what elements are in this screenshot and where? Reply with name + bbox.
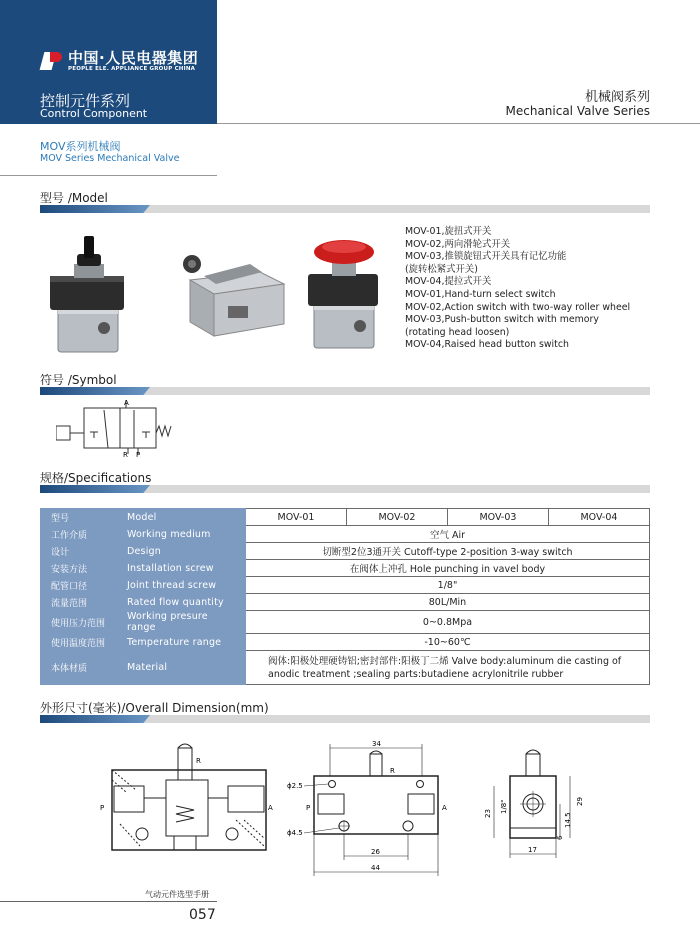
table-row <box>41 543 650 560</box>
row-label-en: Installation screw <box>121 560 246 577</box>
dim-port-height: 23 <box>484 809 492 818</box>
row-label-cn: 安装方法 <box>41 560 122 577</box>
dimension-drawing-side <box>470 746 600 866</box>
list-item: MOV-01,Hand-turn select switch <box>405 288 556 300</box>
port-label-a: A <box>268 804 273 812</box>
model-list <box>405 226 630 352</box>
subtitle-en: MOV Series Mechanical Valve <box>40 153 180 164</box>
row-value: -10~60℃ <box>246 634 650 651</box>
table-header-row <box>41 509 650 526</box>
section-bar <box>40 715 650 723</box>
row-label-en: Rated flow quantity <box>121 594 246 611</box>
row-value: 在阀体上冲孔 Hole punching in vavel body <box>246 560 650 577</box>
list-item: MOV-02,两向滑轮式开关 <box>405 238 511 250</box>
section-title-model: 型号 /Model <box>40 191 108 205</box>
port-label-a: A <box>124 399 129 407</box>
table-row <box>41 611 650 634</box>
port-label-r: R <box>123 451 128 458</box>
dimension-drawing-section <box>96 740 276 860</box>
row-label-cn: 工作介质 <box>41 526 122 543</box>
table-row <box>41 651 650 685</box>
page-title-cn: 机械阀系列 <box>584 90 650 105</box>
product-mov-04-image <box>302 236 384 350</box>
table-row <box>41 560 650 577</box>
port-label-p: P <box>100 804 105 812</box>
page-number: 057 <box>189 907 216 923</box>
column-header: MOV-03 <box>447 509 548 526</box>
row-label-en: Joint thread screw <box>121 577 246 594</box>
column-header: MOV-02 <box>346 509 447 526</box>
divider <box>217 123 700 124</box>
logo-en: PEOPLE ELE. APPLIANCE GROUP CHINA <box>68 66 196 72</box>
dim-center-height: 14.5 <box>564 812 572 828</box>
list-item: (旋转松紧式开关) <box>405 263 478 275</box>
port-label-p: P <box>136 451 141 458</box>
row-label-cn: 配管口径 <box>41 577 122 594</box>
row-value: 0~0.8Mpa <box>246 611 650 634</box>
list-item: MOV-03,Push-button switch with memory <box>405 314 599 326</box>
row-value: 空气 Air <box>246 526 650 543</box>
port-label-a: A <box>442 804 447 812</box>
column-header: MOV-01 <box>246 509 347 526</box>
section-title-symbol: 符号 /Symbol <box>40 373 117 387</box>
dimension-drawing-front <box>282 736 462 882</box>
dim-width-holes: 26 <box>371 848 380 856</box>
list-item: (rotating head loosen) <box>405 326 510 338</box>
list-item: MOV-01,旋扭式开关 <box>405 226 492 237</box>
section-bar <box>40 205 650 213</box>
row-label-en: Material <box>121 651 246 685</box>
material-line: anodic treatment ;sealing parts:butadiene acrylonitrile rubber <box>268 668 564 680</box>
dim-hole-large: ϕ4.5 <box>287 829 303 837</box>
row-value: 80L/Min <box>246 594 650 611</box>
divider <box>0 175 217 176</box>
row-value <box>246 651 650 685</box>
row-label-cn: 使用压力范围 <box>41 611 122 634</box>
dim-base: 6 <box>556 835 564 840</box>
row-label-en: Model <box>121 509 246 526</box>
section-bar <box>40 485 650 493</box>
table-row <box>41 577 650 594</box>
list-item: MOV-04,提拉式开关 <box>405 276 492 288</box>
row-value: 切断型2位3通开关 Cutoff-type 2-position 3-way switch <box>246 543 650 560</box>
logo-mark-icon <box>42 50 64 72</box>
list-item: MOV-03,推锁旋钮式开关具有记忆功能 <box>405 251 567 263</box>
table-row <box>41 526 650 543</box>
page-title-en: Mechanical Valve Series <box>505 104 650 118</box>
list-item: MOV-02,Action switch with two-way roller wheel <box>405 301 631 313</box>
list-item: MOV-04,Raised head button switch <box>405 339 569 351</box>
section-title-dimension: 外形尺寸(毫米)/Overall Dimension(mm) <box>40 701 269 715</box>
subtitle-cn: MOV系列机械阀 <box>40 140 121 153</box>
dim-thread: 1/8" <box>500 799 508 814</box>
footer-manual-title: 气动元件选型手册 <box>145 890 209 899</box>
product-mov-02-image <box>180 250 290 340</box>
row-label-en: Temperature range <box>121 634 246 651</box>
dim-width-top: 34 <box>372 740 381 748</box>
row-label-cn: 本体材质 <box>41 651 122 685</box>
row-label-en: Design <box>121 543 246 560</box>
column-header: MOV-04 <box>548 509 649 526</box>
dim-depth: 17 <box>528 846 537 854</box>
table-row <box>41 594 650 611</box>
row-label-cn: 设计 <box>41 543 122 560</box>
port-label-r: R <box>390 767 395 775</box>
port-label-r: R <box>196 757 201 765</box>
category-en: Control Component <box>40 107 148 120</box>
logo-cn: 中国·人民电器集团 <box>68 49 199 67</box>
row-label-cn: 使用温度范围 <box>41 634 122 651</box>
row-label-en: Working medium <box>121 526 246 543</box>
row-label-cn: 型号 <box>41 509 122 526</box>
row-value: 1/8" <box>246 577 650 594</box>
valve-symbol-diagram <box>56 398 176 458</box>
row-label-en: Working presure range <box>121 611 246 634</box>
dim-height: 29 <box>576 797 584 806</box>
dim-hole-small: ϕ2.5 <box>287 782 303 790</box>
category-cn: 控制元件系列 <box>40 92 131 110</box>
dim-width-body: 44 <box>371 864 380 872</box>
section-title-specs: 规格/Specifications <box>40 471 152 485</box>
row-label-cn: 流量范围 <box>41 594 122 611</box>
product-mov-01-image <box>44 232 136 354</box>
table-row <box>41 634 650 651</box>
material-line: 阀体:阳极处理硬铸铝;密封部件:阳极丁二烯 Valve body:aluminum die casting of <box>268 655 622 667</box>
section-bar <box>40 387 650 395</box>
port-label-p: P <box>306 804 311 812</box>
company-logo <box>42 50 198 72</box>
divider <box>0 901 217 902</box>
spec-table <box>40 508 650 685</box>
